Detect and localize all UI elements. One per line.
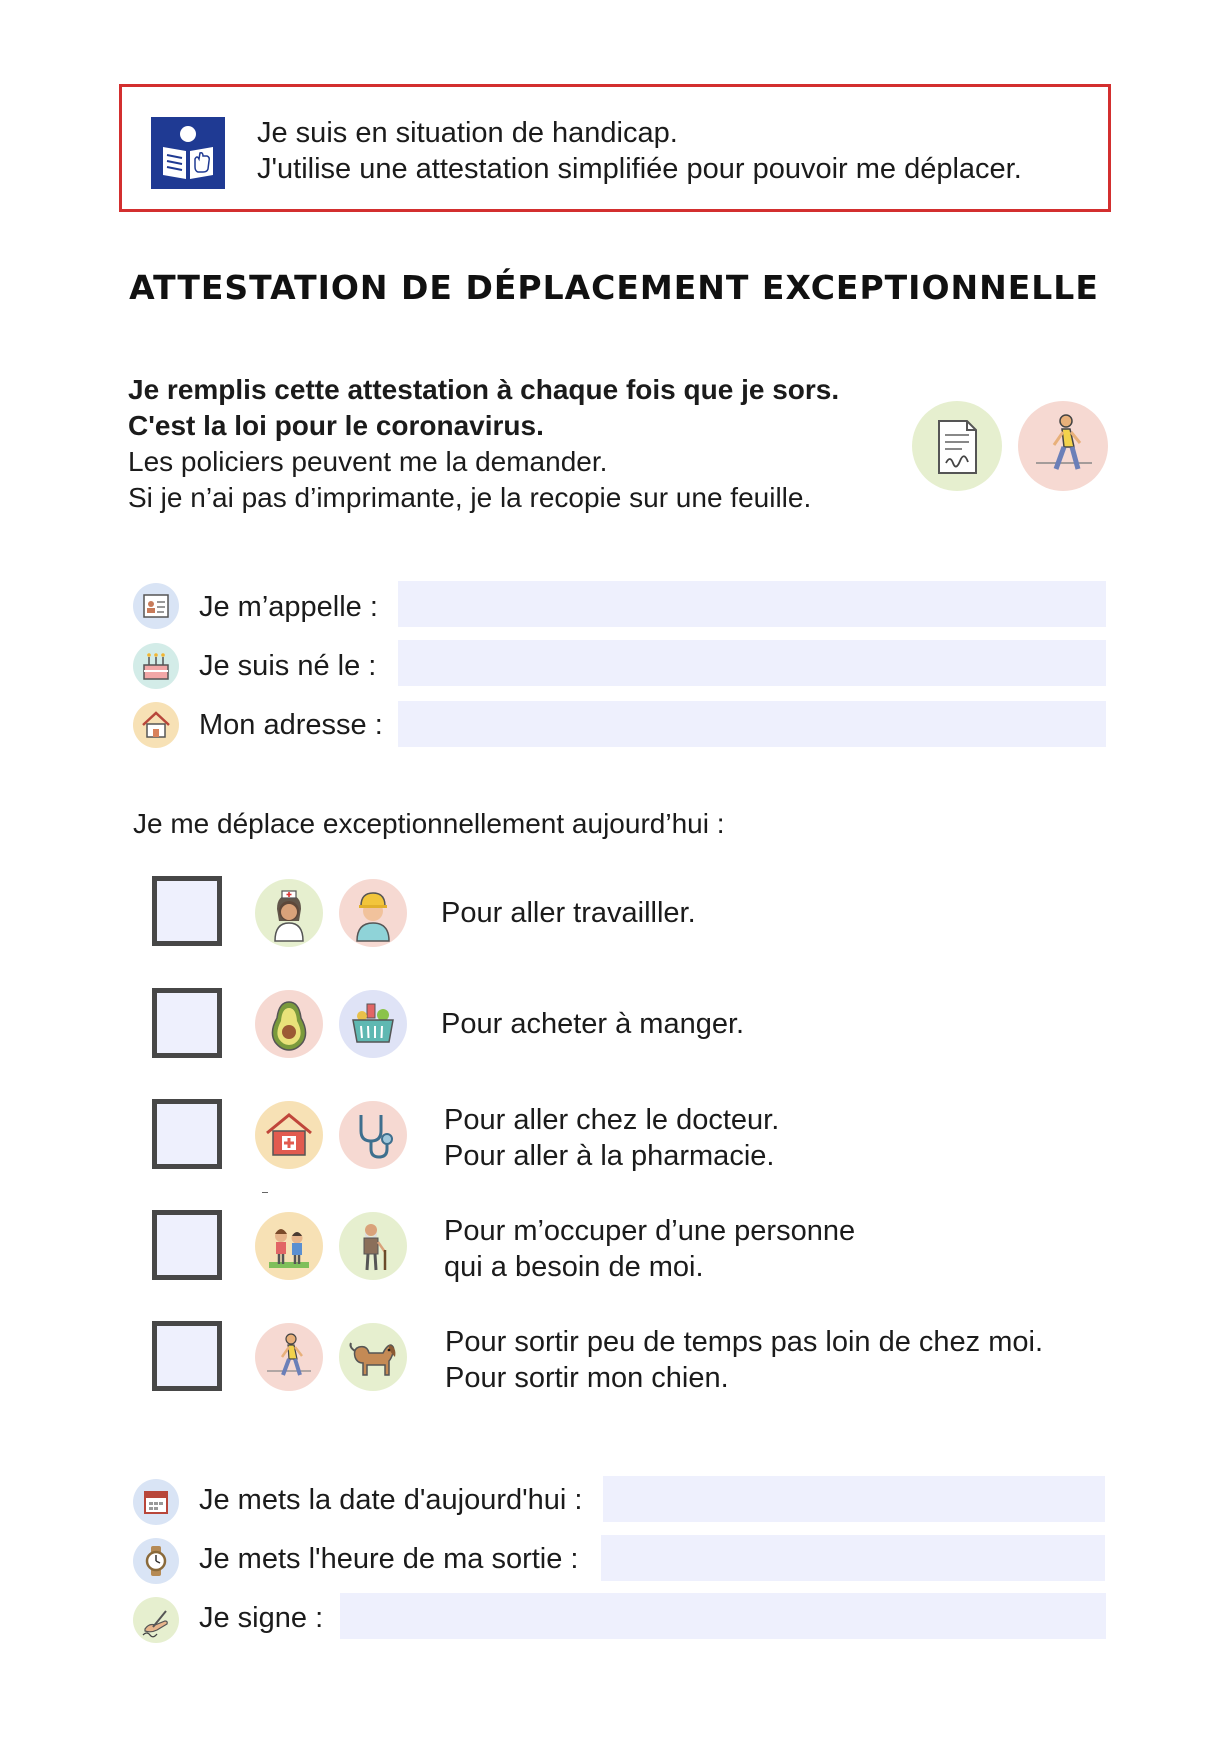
checkbox-food[interactable]	[152, 988, 222, 1058]
date-field[interactable]	[603, 1476, 1105, 1522]
name-label: Je m’appelle :	[199, 591, 378, 623]
birthdate-field[interactable]	[398, 640, 1106, 686]
calendar-icon	[133, 1479, 179, 1525]
id-card-icon	[133, 583, 179, 629]
dog-icon	[339, 1323, 407, 1391]
intro-line-3: Les policiers peuvent me la demander.	[128, 446, 608, 477]
option-food-text: Pour acheter à manger.	[441, 1008, 745, 1040]
birthdate-label: Je suis né le :	[199, 650, 377, 682]
divider-mark	[262, 1192, 268, 1193]
avocado-icon	[255, 990, 323, 1058]
elderly-person-icon	[339, 1212, 407, 1280]
walking-person-icon	[255, 1323, 323, 1391]
page-title: ATTESTATION DE DÉPLACEMENT EXCEPTIONNELLE	[129, 268, 1099, 307]
address-field[interactable]	[398, 701, 1106, 747]
walking-person-icon	[1018, 401, 1108, 491]
checkbox-care[interactable]	[152, 1210, 222, 1280]
address-label: Mon adresse :	[199, 709, 383, 741]
intro-bold-line-2: C'est la loi pour le coronavirus.	[128, 410, 544, 441]
children-icon	[255, 1212, 323, 1280]
stethoscope-icon	[339, 1101, 407, 1169]
signing-hand-icon	[133, 1597, 179, 1643]
construction-worker-icon	[339, 879, 407, 947]
clinic-icon	[255, 1101, 323, 1169]
easy-to-read-icon	[151, 117, 225, 189]
option-care-text-1: Pour m’occuper d’une personne	[444, 1215, 856, 1247]
date-label: Je mets la date d'aujourd'hui :	[199, 1484, 583, 1516]
document-icon	[912, 401, 1002, 491]
time-field[interactable]	[601, 1535, 1105, 1581]
intro-line-4: Si je n’ai pas d’imprimante, je la recopie sur une feuille.	[128, 482, 812, 513]
intro-bold-line-1: Je remplis cette attestation à chaque fois que je sors.	[128, 374, 840, 405]
signature-field[interactable]	[340, 1593, 1106, 1639]
time-label: Je mets l'heure de ma sortie :	[199, 1543, 579, 1575]
checkbox-doctor[interactable]	[152, 1099, 222, 1169]
signature-label: Je signe :	[199, 1602, 324, 1634]
option-walk-text-2: Pour sortir mon chien.	[445, 1362, 729, 1394]
watch-icon	[133, 1538, 179, 1584]
option-doctor-text-2: Pour aller à la pharmacie.	[444, 1140, 775, 1172]
grocery-basket-icon	[339, 990, 407, 1058]
header-line-1: Je suis en situation de handicap.	[257, 117, 678, 149]
birthday-cake-icon	[133, 643, 179, 689]
house-icon	[133, 702, 179, 748]
checkbox-work[interactable]	[152, 876, 222, 946]
option-walk-text-1: Pour sortir peu de temps pas loin de chez moi.	[445, 1326, 1044, 1358]
option-work-text: Pour aller travailller.	[441, 897, 696, 929]
header-line-2: J'utilise une attestation simplifiée pour pouvoir me déplacer.	[257, 153, 1022, 185]
reasons-heading: Je me déplace exceptionnellement aujourd’hui :	[133, 808, 725, 839]
checkbox-walk[interactable]	[152, 1321, 222, 1391]
name-field[interactable]	[398, 581, 1106, 627]
option-doctor-text-1: Pour aller chez le docteur.	[444, 1104, 780, 1136]
option-care-text-2: qui a besoin de moi.	[444, 1251, 704, 1283]
nurse-icon	[255, 879, 323, 947]
